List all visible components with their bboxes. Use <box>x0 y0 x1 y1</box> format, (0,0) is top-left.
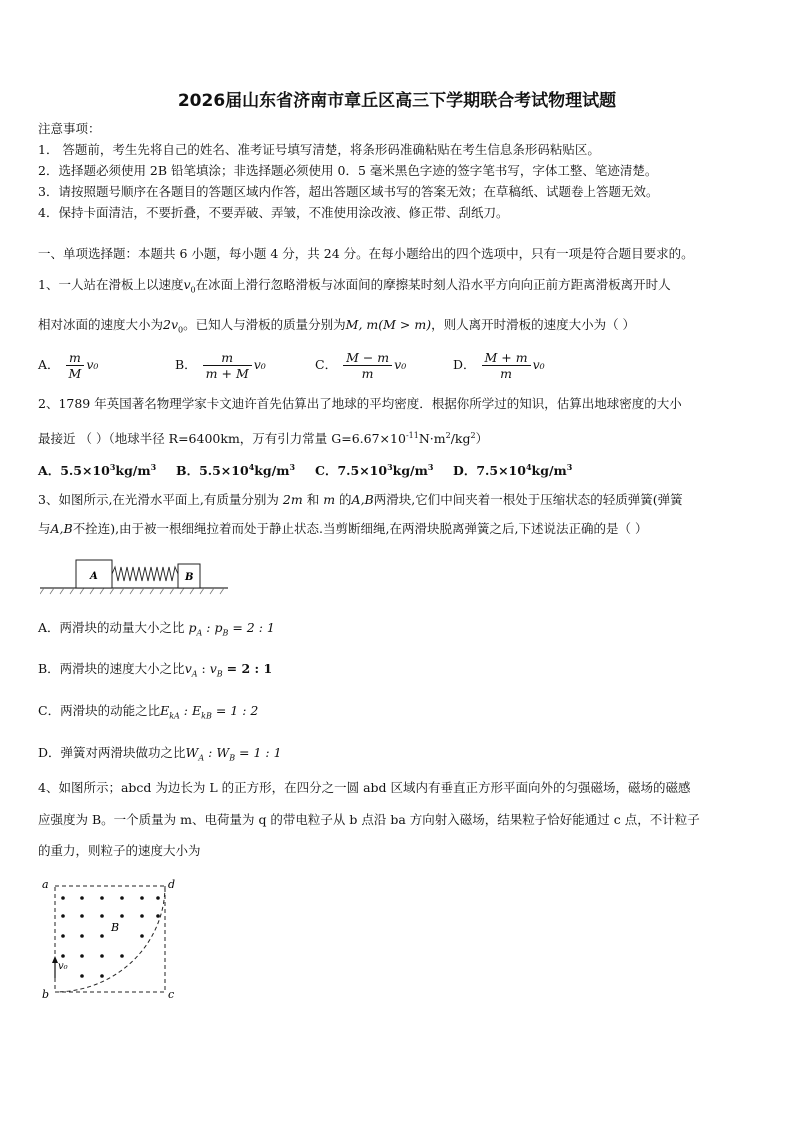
q2-option-a[interactable]: A．$5.5\times 10^3kg/m^3$ <box>38 462 157 479</box>
q1-line-2: 相对冰面的速度大小为$2v_0$。已知人与滑板的质量分别为M, m(M > m)，则人离开时滑板的速度大小为（ ） <box>38 317 636 335</box>
notice-item-2: 2．选择题必须使用 2B 铅笔填涂；非选择题必须使用 0．5 毫米黑色字迹的签字笔书写，字体工整、笔迹清楚。 <box>38 163 658 178</box>
q3-line-1: 3、如图所示,在光滑水平面上,有质量分别为 2m 和 m 的A,B两滑块,它们中间夹着一根处于压缩状态的轻质弹簧(弹簧 <box>38 492 683 507</box>
spring <box>112 567 178 581</box>
block-a-label: A <box>90 571 98 582</box>
q4-figure <box>36 874 186 1004</box>
q4-line-2: 应强度为 B。一个质量为 m、电荷量为 q 的带电粒子从 b 点沿 ba 方向射入磁场，结果粒子恰好能通过 c 点，不计粒子 <box>38 812 700 827</box>
q4-line-1: 4、如图所示；abcd 为边长为 L 的正方形，在四分之一圆 abd 区域内有垂直正方形平面向外的匀强磁场，磁场的磁感 <box>38 780 691 795</box>
q2-option-b[interactable]: B．$5.5\times 10^4kg/m^3$ <box>176 462 296 479</box>
label-v0: v₀ <box>58 961 68 972</box>
q2-line-1: 2、1789 年英国著名物理学家卡文迪许首先估算出了地球的平均密度．根据你所学过的知识，估算出地球密度的大小 <box>38 396 682 411</box>
q3-figure <box>40 548 230 596</box>
q3-option-b[interactable]: B．两滑块的速度大小之比$v_A$ : $v_B = 2$ : 1 <box>38 661 273 679</box>
section-heading: 一、单项选择题：本题共 6 小题，每小题 4 分，共 24 分。在每小题给出的四个选项中，只有一项是符合题目要求的。 <box>38 246 694 261</box>
notice-item-1: 1． 答题前，考生先将自己的姓名、准考证号填写清楚，将条形码准确粘贴在考生信息条形码粘贴区。 <box>38 142 600 157</box>
label-field-b: B <box>111 921 120 934</box>
q3-option-a[interactable]: A．两滑块的动量大小之比 $p_A$ : $p_B = 2$ : 1 <box>38 620 275 638</box>
square-abcd <box>55 886 165 992</box>
notice-heading: 注意事项： <box>38 121 101 136</box>
q1-line-1: 1、一人站在滑板上以速度$v_0$在冰面上滑行忽略滑板与冰面间的摩擦某时刻人沿水平方向向正前方距离滑板离开时人 <box>38 277 671 295</box>
q1-option-c[interactable]: C． $\frac{M - m}{m}$ v₀ <box>315 350 407 381</box>
label-d: d <box>168 878 176 891</box>
q1-option-d[interactable]: D． $\frac{M + m}{m}$ v₀ <box>453 350 545 381</box>
label-c: c <box>168 988 175 1001</box>
field-dots <box>61 896 160 978</box>
label-b: b <box>42 988 50 1001</box>
q2-line-2: 最接近 （ ）（地球半径 R=6400km，万有引力常量 $G=6.67\times 10^{-11}N\cdot m^2/kg^2$） <box>38 431 489 447</box>
quarter-arc <box>55 886 165 992</box>
q1-option-b[interactable]: B． $\frac{m}{m + M}$ v₀ <box>175 350 266 381</box>
q1-option-a[interactable]: A． $\frac{m}{M}$ v₀ <box>38 350 99 381</box>
label-a: a <box>42 878 49 891</box>
q2-option-d[interactable]: D．$7.5\times 10^4kg/m^3$ <box>453 462 573 479</box>
q3-option-c[interactable]: C．两滑块的动能之比$E_{kA}$ : $E_{kB} = 1$ : 2 <box>38 703 259 721</box>
q4-line-3: 的重力，则粒子的速度大小为 <box>38 843 201 858</box>
notice-item-4: 4．保持卡面清洁，不要折叠，不要弄破、弄皱，不准使用涂改液、修正带、刮纸刀。 <box>38 205 509 220</box>
q3-line-2: 与A,B不拴连),由于被一根细绳拉着而处于静止状态.当剪断细绳,在两滑块脱离弹簧之后,下述说法正确的是（ ） <box>38 521 648 536</box>
q3-option-d[interactable]: D．弹簧对两滑块做功之比$W_A$ : $W_B = 1$ : 1 <box>38 745 282 763</box>
block-b-label: B <box>185 572 194 583</box>
notice-item-3: 3．请按照题号顺序在各题目的答题区域内作答，超出答题区域书写的答案无效；在草稿纸、试题卷上答题无效。 <box>38 184 659 199</box>
page-title: 2026届山东省济南市章丘区高三下学期联合考试物理试题 <box>177 91 617 111</box>
q2-option-c[interactable]: C．$7.5\times 10^3kg/m^3$ <box>315 462 434 479</box>
